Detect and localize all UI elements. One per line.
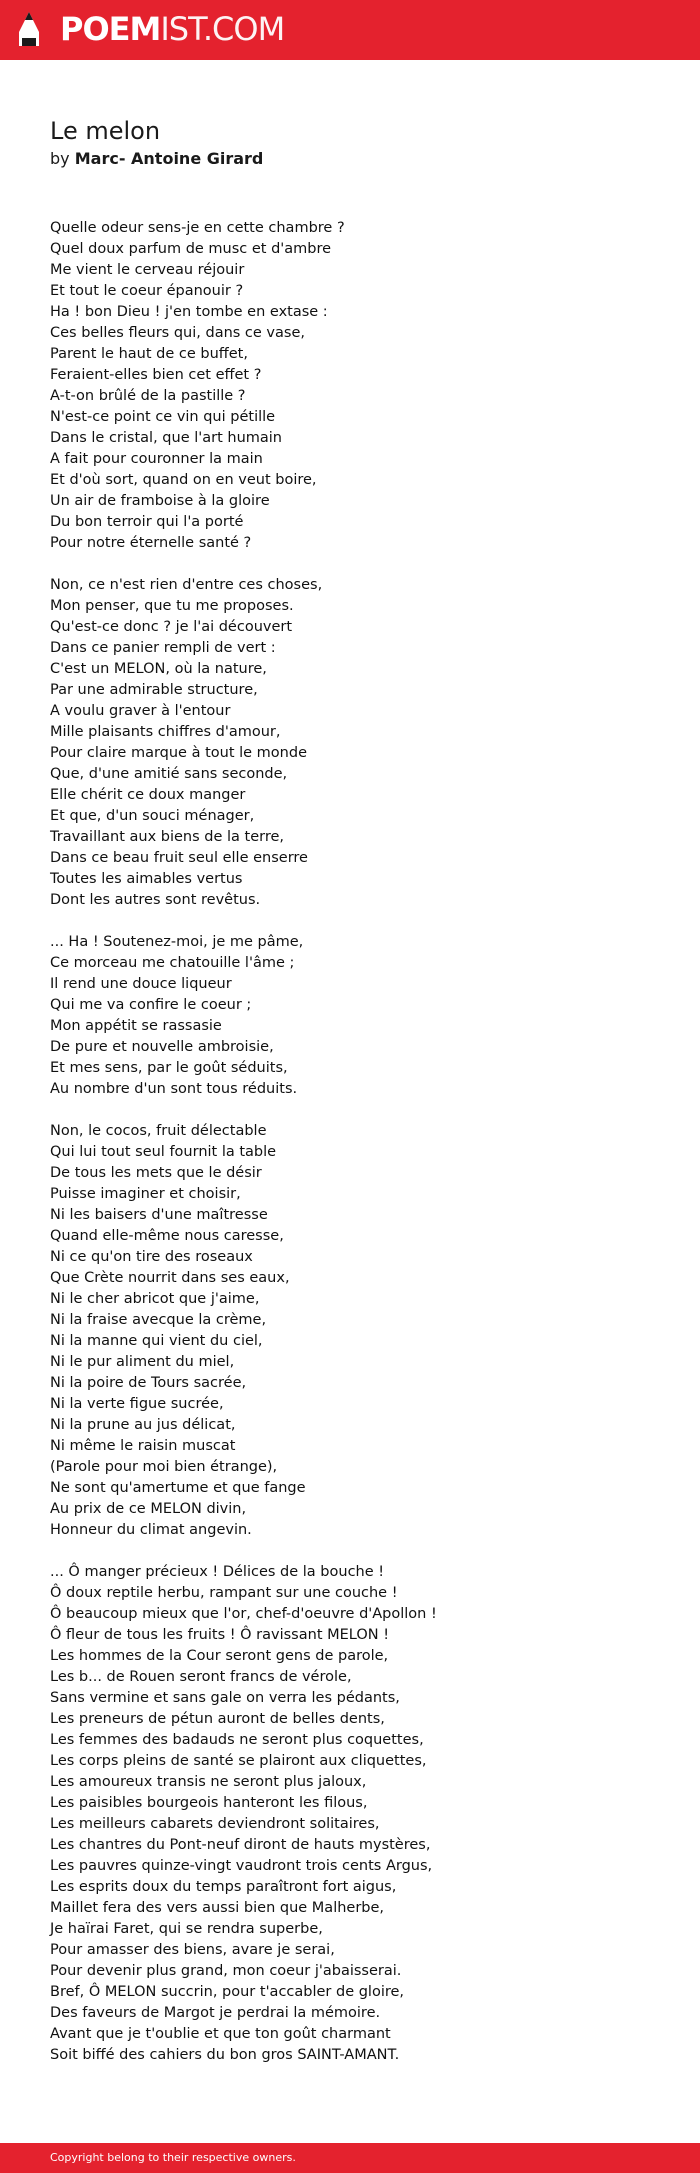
poem-line: Ni la manne qui vient du ciel, <box>50 1333 263 1349</box>
poem-line: Et que, d'un souci ménager, <box>50 808 255 824</box>
poem-stanza <box>50 1121 670 1541</box>
poem-line: Ni la poire de Tours sacrée, <box>50 1375 247 1391</box>
poem-byline <box>50 148 263 170</box>
poem-line: Puisse imaginer et choisir, <box>50 1186 241 1202</box>
poem-line: Ô doux reptile herbu, rampant sur une couche ! <box>50 1585 398 1601</box>
logo-light-text: IST.COM <box>160 10 285 48</box>
pencil-tip-icon[interactable] <box>18 12 40 48</box>
poem-line: Qui me va confire le coeur ; <box>50 997 252 1013</box>
poem-line: Ô beaucoup mieux que l'or, chef-d'oeuvre d'Apollon ! <box>50 1606 437 1622</box>
poem-line: Et tout le coeur épanouir ? <box>50 283 244 299</box>
site-footer <box>0 2143 700 2173</box>
poem-line: Soit biffé des cahiers du bon gros SAINT-AMANT. <box>50 2047 400 2063</box>
logo-strong-text: POEM <box>60 10 161 48</box>
poem-line: Au nombre d'un sont tous réduits. <box>50 1081 298 1097</box>
poem-line: Ni ce qu'on tire des roseaux <box>50 1249 253 1265</box>
poem-line: Ni la prune au jus délicat, <box>50 1417 236 1433</box>
poem-line: Ce morceau me chatouille l'âme ; <box>50 955 295 971</box>
poem-line: Ha ! bon Dieu ! j'en tombe en extase : <box>50 304 328 320</box>
poem-line: Me vient le cerveau réjouir <box>50 262 245 278</box>
poem-line: Des faveurs de Margot je perdrai la mémoire. <box>50 2005 381 2021</box>
poem-line: Par une admirable structure, <box>50 682 258 698</box>
poem-line: Quand elle-même nous caresse, <box>50 1228 284 1244</box>
poem-line: Toutes les aimables vertus <box>50 871 243 887</box>
poem-line: Qui lui tout seul fournit la table <box>50 1144 277 1160</box>
poem-line: Dans ce beau fruit seul elle enserre <box>50 850 308 866</box>
copyright-text: Copyright belong to their respective owners. <box>50 2151 296 2164</box>
poem-line: Et mes sens, par le goût séduits, <box>50 1060 288 1076</box>
poem-line: Ni le pur aliment du miel, <box>50 1354 235 1370</box>
poem-line: Quel doux parfum de musc et d'ambre <box>50 241 332 257</box>
poem-line: Dans le cristal, que l'art humain <box>50 430 282 446</box>
poem-line: Mille plaisants chiffres d'amour, <box>50 724 281 740</box>
poem-line: Maillet fera des vers aussi bien que Malherbe, <box>50 1900 385 1916</box>
poem-line: De pure et nouvelle ambroisie, <box>50 1039 274 1055</box>
poem-line: Les pauvres quinze-vingt vaudront trois cents Argus, <box>50 1858 433 1874</box>
poem-line: Les meilleurs cabarets deviendront solitaires, <box>50 1816 380 1832</box>
site-header <box>0 0 700 60</box>
by-label: by <box>50 149 70 168</box>
poem-line: Travaillant aux biens de la terre, <box>50 829 285 845</box>
poem-line: ... Ô manger précieux ! Délices de la bouche ! <box>50 1564 385 1580</box>
poem-line: Les esprits doux du temps paraîtront fort aigus, <box>50 1879 397 1895</box>
poem-line: Un air de framboise à la gloire <box>50 493 270 509</box>
poem-line: Que, d'une amitié sans seconde, <box>50 766 288 782</box>
poem-line: A fait pour couronner la main <box>50 451 263 467</box>
poem-line: (Parole pour moi bien étrange), <box>50 1459 278 1475</box>
poem-line: Les chantres du Pont-neuf diront de hauts mystères, <box>50 1837 431 1853</box>
poem-line: Quelle odeur sens-je en cette chambre ? <box>50 220 345 236</box>
poem-line: Qu'est-ce donc ? je l'ai découvert <box>50 619 293 635</box>
poem-line: Avant que je t'oublie et que ton goût charmant <box>50 2026 391 2042</box>
poem-line: Bref, Ô MELON succrin, pour t'accabler de gloire, <box>50 1984 405 2000</box>
poem-line: Mon appétit se rassasie <box>50 1018 222 1034</box>
poem-stanza <box>50 1562 670 2066</box>
poem-line: ... Ha ! Soutenez-moi, je me pâme, <box>50 934 304 950</box>
poem-line: Les preneurs de pétun auront de belles dents, <box>50 1711 385 1727</box>
poem-line: Ni même le raisin muscat <box>50 1438 236 1454</box>
poem-line: Honneur du climat angevin. <box>50 1522 252 1538</box>
poem-stanza <box>50 932 670 1100</box>
poem-line: Il rend une douce liqueur <box>50 976 232 992</box>
poem-stanza <box>50 218 670 554</box>
poem-line: Ces belles fleurs qui, dans ce vase, <box>50 325 305 341</box>
poem-line: De tous les mets que le désir <box>50 1165 262 1181</box>
poem-line: Et d'où sort, quand on en veut boire, <box>50 472 317 488</box>
poem-line: Pour devenir plus grand, mon coeur j'abaisserai. <box>50 1963 402 1979</box>
poem-line: Parent le haut de ce buffet, <box>50 346 248 362</box>
poem-stanza <box>50 575 670 911</box>
poem-line: Je haïrai Faret, qui se rendra superbe, <box>50 1921 323 1937</box>
poem-author[interactable]: Marc- Antoine Girard <box>74 149 264 168</box>
poem-line: Pour notre éternelle santé ? <box>50 535 252 551</box>
poem-line: Les b... de Rouen seront francs de vérole, <box>50 1669 352 1685</box>
poem-line: Les femmes des badauds ne seront plus coquettes, <box>50 1732 424 1748</box>
poem-line: Pour claire marque à tout le monde <box>50 745 307 761</box>
poem-line: Les amoureux transis ne seront plus jaloux, <box>50 1774 367 1790</box>
poem-line: Mon penser, que tu me proposes. <box>50 598 294 614</box>
poem-line: Les paisibles bourgeois hanteront les filous, <box>50 1795 368 1811</box>
poem-line: Ne sont qu'amertume et que fange <box>50 1480 306 1496</box>
poem-line: Non, ce n'est rien d'entre ces choses, <box>50 577 323 593</box>
poem-line: Les corps pleins de santé se plairont aux cliquettes, <box>50 1753 427 1769</box>
poem-line: Ni la verte figue sucrée, <box>50 1396 224 1412</box>
poem-line: Dont les autres sont revêtus. <box>50 892 261 908</box>
poem-line: C'est un MELON, où la nature, <box>50 661 267 677</box>
poem-line: Ô fleur de tous les fruits ! Ô ravissant MELON ! <box>50 1627 390 1643</box>
poem-line: Dans ce panier rempli de vert : <box>50 640 276 656</box>
poem-line: Au prix de ce MELON divin, <box>50 1501 247 1517</box>
poem-line: Sans vermine et sans gale on verra les pédants, <box>50 1690 400 1706</box>
poem-line: A voulu graver à l'entour <box>50 703 231 719</box>
poem-line: Que Crète nourrit dans ses eaux, <box>50 1270 290 1286</box>
poem-line: Ni la fraise avecque la crème, <box>50 1312 267 1328</box>
poem-line: Elle chérit ce doux manger <box>50 787 246 803</box>
site-logo[interactable] <box>60 9 284 49</box>
poem-line: Non, le cocos, fruit délectable <box>50 1123 267 1139</box>
poem-line: N'est-ce point ce vin qui pétille <box>50 409 276 425</box>
poem-line: Du bon terroir qui l'a porté <box>50 514 244 530</box>
poem-line: Ni le cher abricot que j'aime, <box>50 1291 260 1307</box>
poem-title: Le melon <box>50 117 161 145</box>
poem-line: Pour amasser des biens, avare je serai, <box>50 1942 335 1958</box>
poem-body <box>50 218 670 2087</box>
poem-line: Feraient-elles bien cet effet ? <box>50 367 262 383</box>
poem-line: A-t-on brûlé de la pastille ? <box>50 388 246 404</box>
poem-line: Ni les baisers d'une maîtresse <box>50 1207 268 1223</box>
poem-line: Les hommes de la Cour seront gens de parole, <box>50 1648 389 1664</box>
